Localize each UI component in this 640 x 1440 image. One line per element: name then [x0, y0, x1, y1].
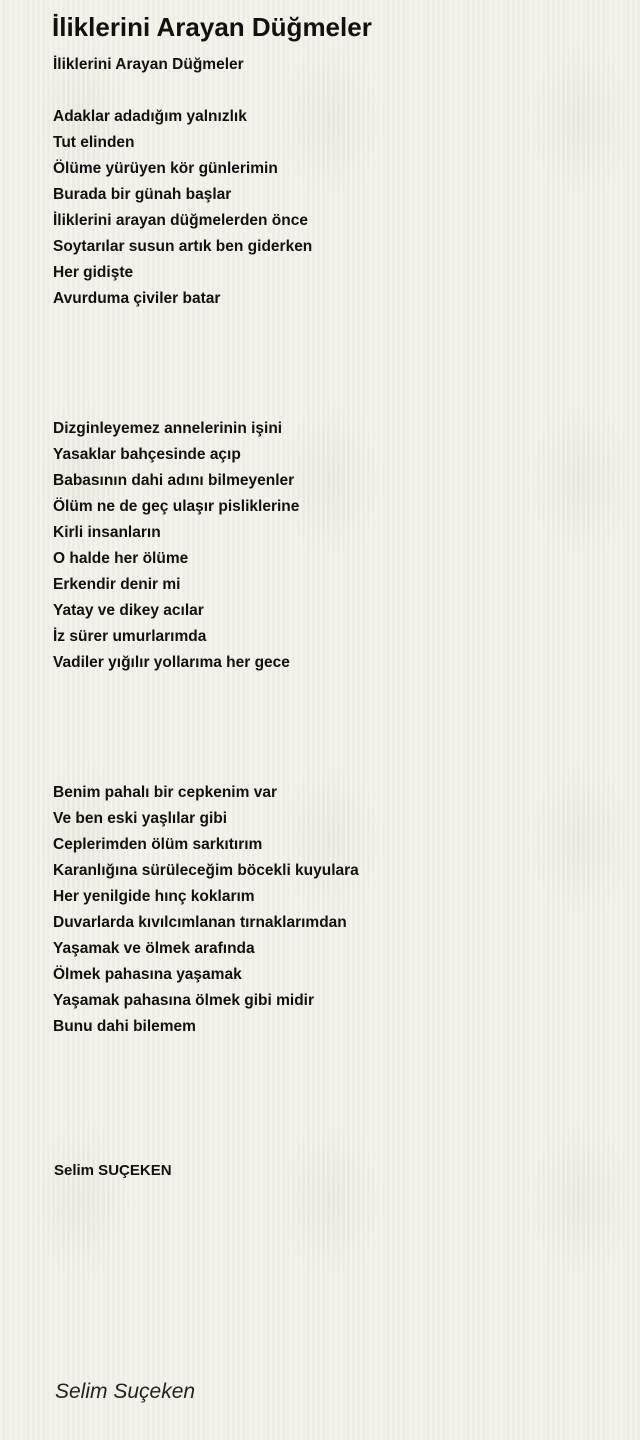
stanza-2 — [53, 416, 613, 676]
poem-line: Vadiler yığılır yollarıma her gece — [53, 654, 290, 671]
poem-line: Ölüm ne de geç ulaşır pisliklerine — [53, 498, 300, 515]
poem-line: Tut elinden — [53, 134, 135, 151]
page-title: İliklerini Arayan Düğmeler — [52, 12, 372, 42]
poem-line: Ceplerimden ölüm sarkıtırım — [53, 836, 263, 853]
stanza-spacer — [53, 312, 613, 416]
poem-body — [53, 52, 613, 1040]
poem-line: Burada bir günah başlar — [53, 186, 232, 203]
poem-line: O halde her ölüme — [53, 550, 189, 567]
poem-line: Duvarlarda kıvılcımlanan tırnaklarımdan — [53, 914, 347, 931]
poem-line: Adaklar adadığım yalnızlık — [53, 108, 247, 125]
poem-line: Bunu dahi bilemem — [53, 1018, 196, 1035]
poem-line: Her gidişte — [53, 264, 134, 281]
poem-line: Her yenilgide hınç koklarım — [53, 888, 255, 905]
stanza-spacer — [53, 676, 613, 780]
stanza-3 — [53, 780, 613, 1040]
poem-line: İz sürer umurlarımda — [53, 628, 207, 645]
stanza-1 — [53, 104, 613, 312]
poem-line: Soytarılar susun artık ben giderken — [53, 238, 313, 255]
poem-line: Ölmek pahasına yaşamak — [53, 966, 242, 983]
author-signature: Selim Suçeken — [55, 1380, 196, 1403]
poem-line: İliklerini arayan düğmelerden önce — [53, 212, 308, 229]
poem-line: Karanlığına sürüleceğim böcekli kuyulara — [53, 862, 359, 879]
poem-line: Yaşamak ve ölmek arafında — [53, 940, 255, 957]
author-name: Selim SUÇEKEN — [54, 1162, 172, 1179]
poem-line: Dizginleyemez annelerinin işini — [53, 420, 283, 437]
poem-line: Babasının dahi adını bilmeyenler — [53, 472, 295, 489]
poem-line: Erkendir denir mi — [53, 576, 181, 593]
poem-line: Yasaklar bahçesinde açıp — [53, 446, 241, 463]
poem-subtitle: İliklerini Arayan Düğmeler — [53, 56, 244, 73]
poem-line: Yaşamak pahasına ölmek gibi midir — [53, 992, 315, 1009]
poem-line: Ölüme yürüyen kör günlerimin — [53, 160, 278, 177]
poem-line: Kirli insanların — [53, 524, 161, 541]
poem-line: Yatay ve dikey acılar — [53, 602, 204, 619]
poem-line: Avurduma çiviler batar — [53, 290, 221, 307]
poem-line: Ve ben eski yaşlılar gibi — [53, 810, 228, 827]
poem-line: Benim pahalı bir cepkenim var — [53, 784, 277, 801]
